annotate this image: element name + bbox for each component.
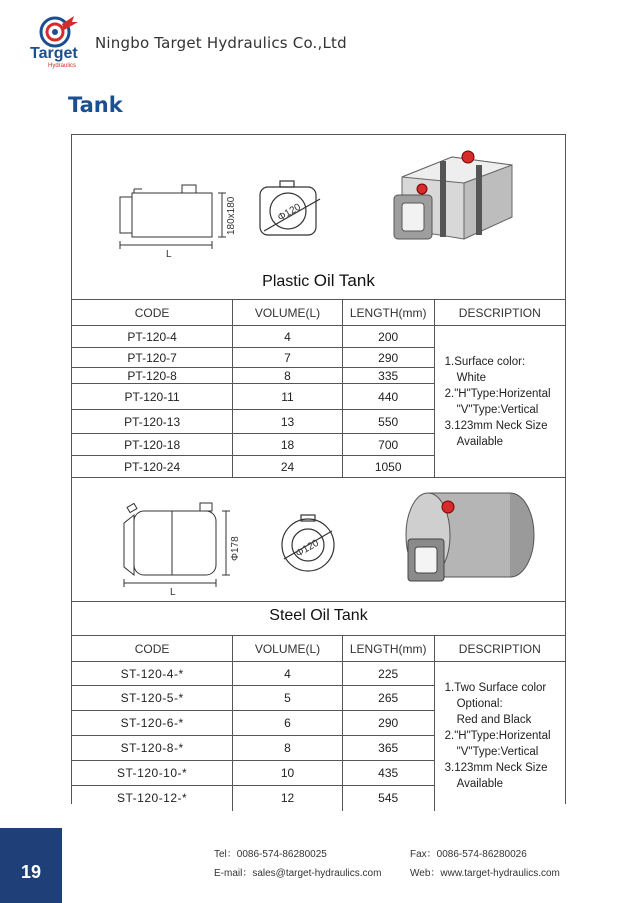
footer-email[interactable]: E-mail：sales@target-hydraulics.com — [214, 868, 382, 879]
desc-line: 3.123mm Neck Size — [444, 762, 548, 775]
cell-length: 335 — [342, 368, 434, 384]
cell-length: 290 — [342, 348, 434, 368]
plastic-neck-label: Φ120 — [276, 201, 303, 224]
logo-subtext: Hydraulics — [48, 63, 77, 69]
cell-volume: 10 — [233, 761, 343, 786]
cell-length: 365 — [342, 736, 434, 761]
footer-fax: Fax：0086-574-86280026 — [410, 849, 527, 860]
cell-volume: 6 — [233, 711, 343, 736]
col-description: DESCRIPTION — [434, 300, 565, 326]
cell-length: 550 — [342, 410, 434, 434]
table-row — [72, 662, 565, 686]
cell-volume: 18 — [233, 434, 343, 456]
col-description: DESCRIPTION — [434, 636, 565, 662]
cell-code: ST-120-6-* — [72, 711, 233, 736]
desc-line: Red and Black — [456, 714, 532, 727]
company-name: Ningbo Target Hydraulics Co.,Ltd — [95, 34, 347, 52]
cell-volume: 8 — [233, 368, 343, 384]
desc-line: 1.Two Surface color — [444, 682, 547, 695]
steel-table-header — [72, 636, 565, 662]
cell-length: 700 — [342, 434, 434, 456]
page-number: 19 — [0, 828, 62, 903]
cell-length: 200 — [342, 326, 434, 348]
col-volume: VOLUME(L) — [233, 636, 343, 662]
plastic-height-label: 180x180 — [226, 196, 237, 235]
cell-code: ST-120-5-* — [72, 686, 233, 711]
steel-section-title: Steel Oil Tank — [269, 607, 368, 624]
cell-volume: 4 — [233, 662, 343, 686]
plastic-tank-illustrations — [72, 135, 565, 265]
col-length: LENGTH(mm) — [342, 300, 434, 326]
plastic-table-header — [72, 300, 565, 326]
col-code: CODE — [72, 636, 233, 662]
footer-tel: Tel：0086-574-86280025 — [214, 849, 327, 860]
desc-line: Available — [456, 435, 504, 448]
cell-volume: 12 — [233, 786, 343, 811]
cell-length: 435 — [342, 761, 434, 786]
cell-volume: 11 — [233, 384, 343, 410]
steel-tank-table — [72, 635, 565, 811]
tank-spec-frame — [71, 134, 566, 804]
desc-line: Optional: — [456, 698, 503, 711]
cell-volume: 4 — [233, 326, 343, 348]
cell-length: 290 — [342, 711, 434, 736]
cell-volume: 5 — [233, 686, 343, 711]
cell-code: PT-120-7 — [72, 348, 233, 368]
cell-length: 265 — [342, 686, 434, 711]
steel-diameter-label: Φ178 — [230, 536, 241, 561]
cell-length: 1050 — [342, 456, 434, 478]
cell-code: ST-120-4-* — [72, 662, 233, 686]
plastic-tank-table — [72, 299, 565, 478]
steel-length-label: L — [170, 587, 176, 598]
logo-wordmark: Target — [30, 45, 78, 62]
cell-code: PT-120-18 — [72, 434, 233, 456]
cell-code: ST-120-12-* — [117, 791, 188, 806]
plastic-title-prefix: Plastic — [262, 273, 310, 290]
cell-length: 440 — [342, 384, 434, 410]
steel-neck-label: Φ120 — [294, 537, 321, 560]
steel-description — [434, 662, 565, 811]
footer-web[interactable]: Web：www.target-hydraulics.com — [410, 868, 560, 879]
desc-line: 1.Surface color: — [444, 355, 526, 368]
cell-code: PT-120-4 — [72, 326, 233, 348]
desc-line: "V"Type:Vertical — [456, 403, 539, 416]
cell-code: PT-120-24 — [72, 456, 233, 478]
plastic-title-suffix: Oil Tank — [313, 271, 375, 290]
table-row — [72, 326, 565, 348]
desc-line: White — [456, 371, 487, 384]
cell-volume: 13 — [233, 410, 343, 434]
steel-tank-drawing — [72, 475, 567, 601]
plastic-section-title — [72, 271, 565, 291]
section-divider — [72, 601, 565, 602]
desc-line: 2."H"Type:Horizental — [444, 387, 551, 400]
cell-length: 225 — [342, 662, 434, 686]
cell-code: PT-120-8 — [72, 368, 233, 384]
plastic-length-label: L — [166, 249, 172, 260]
desc-line: 2."H"Type:Horizental — [444, 730, 551, 743]
col-code: CODE — [72, 300, 233, 326]
desc-line: 3.123mm Neck Size — [444, 419, 548, 432]
page-header — [0, 0, 638, 80]
cell-code: ST-120-8-* — [72, 736, 233, 761]
plastic-tank-drawing — [72, 135, 567, 265]
cell-volume: 24 — [233, 456, 343, 478]
col-volume: VOLUME(L) — [233, 300, 343, 326]
cell-code: PT-120-11 — [72, 384, 233, 410]
company-logo — [28, 14, 86, 70]
desc-line: Available — [456, 778, 504, 791]
plastic-description — [434, 326, 565, 478]
page-title: Tank — [68, 93, 123, 117]
desc-line: "V"Type:Vertical — [456, 746, 539, 759]
cell-volume: 7 — [233, 348, 343, 368]
cell-length: 545 — [342, 786, 434, 811]
cell-code: PT-120-13 — [72, 410, 233, 434]
steel-tank-illustrations — [72, 475, 565, 601]
col-length: LENGTH(mm) — [342, 636, 434, 662]
cell-code: ST-120-10-* — [72, 761, 233, 786]
cell-volume: 8 — [233, 736, 343, 761]
